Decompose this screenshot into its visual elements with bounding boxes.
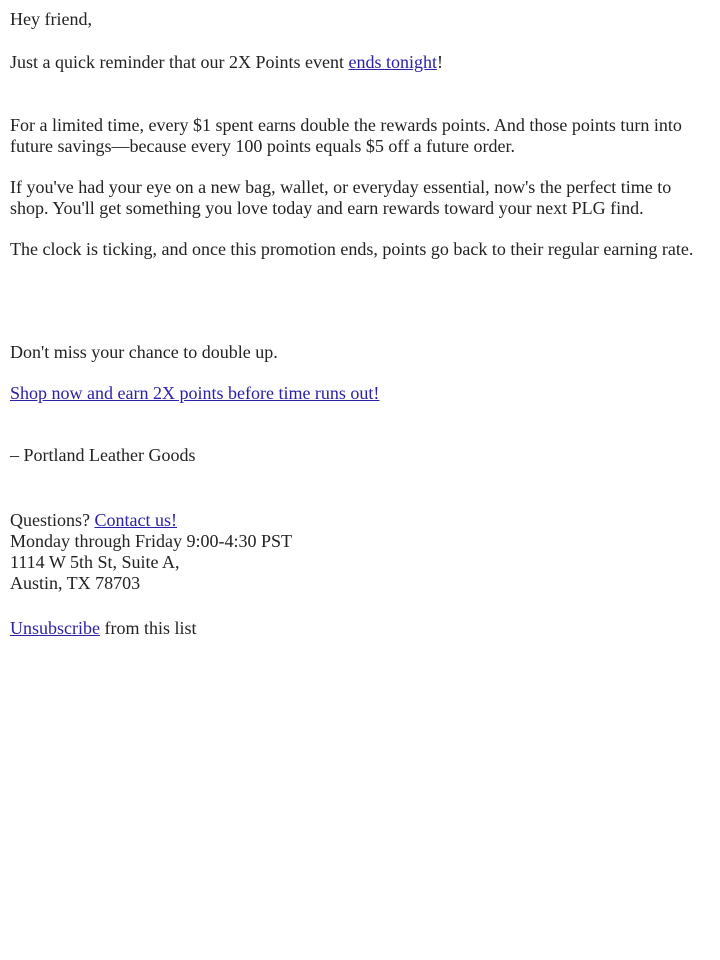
cta-line [10, 383, 710, 404]
ends-tonight-link[interactable]: ends tonight [348, 52, 437, 72]
signature: – Portland Leather Goods [10, 445, 196, 465]
shop-paragraph: If you've had your eye on a new bag, wallet, or everyday essential, now's the perfect time to shop. You'll get something you love today and earn rewards toward your next PLG find. [10, 177, 672, 218]
shop-now-link[interactable]: Shop now and earn 2X points before time runs out! [10, 383, 380, 403]
unsubscribe-suffix: from this list [99, 618, 197, 638]
footer [10, 510, 710, 594]
reminder-exclamation: ! [436, 52, 443, 72]
miss-chance-text: Don't miss your chance to double up. [10, 342, 278, 362]
questions-line [10, 510, 710, 531]
clock-paragraph: The clock is ticking, and once this promotion ends, points go back to their regular earning rate. [10, 239, 694, 259]
address-line-1: 1114 W 5th St, Suite A, [10, 552, 180, 572]
questions-label: Questions? [10, 510, 95, 530]
unsubscribe-line [10, 618, 710, 639]
greeting: Hey friend, [10, 9, 92, 29]
business-hours: Monday through Friday 9:00-4:30 PST [10, 531, 292, 551]
unsubscribe-link[interactable]: Unsubscribe [10, 618, 100, 638]
limited-time-paragraph: For a limited time, every $1 spent earns double the rewards points. And those points turn into future savings—because every 100 points equals $5 off a future order. [10, 115, 682, 156]
reminder-text: Just a quick reminder that our 2X Points event [10, 52, 349, 72]
contact-us-link[interactable]: Contact us! [94, 510, 177, 530]
address-line-2: Austin, TX 78703 [10, 573, 141, 593]
reminder-line [10, 52, 710, 73]
